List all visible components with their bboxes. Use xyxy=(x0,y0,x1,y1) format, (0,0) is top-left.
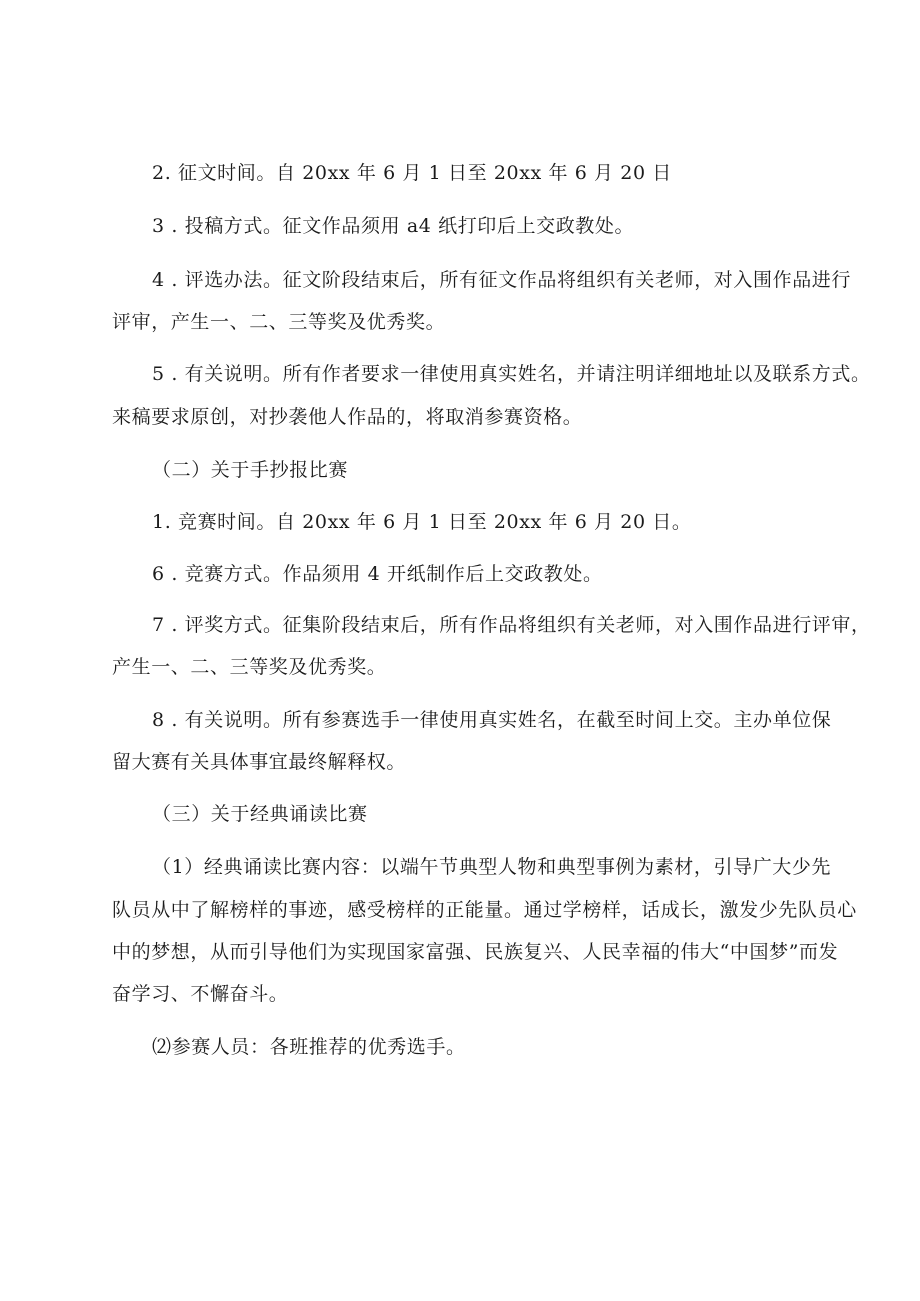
item-8-notes-line-1: 8 . 有关说明。所有参赛选手一律使用真实姓名，在截至时间上交。主办单位保 xyxy=(152,709,832,731)
recital-content-line-1: （1）经典诵读比赛内容：以端午节典型人物和典型事例为素材，引导广大少先 xyxy=(152,856,832,878)
item-7-award-line-2: 产生一、二、三等奖及优秀奖。 xyxy=(112,656,387,678)
item-7-award-line-1: 7 . 评奖方式。征集阶段结束后，所有作品将组织有关老师，对入围作品进行评审， xyxy=(152,614,871,636)
participants: ⑵参赛人员：各班推荐的优秀选手。 xyxy=(152,1036,466,1058)
item-4-selection-line-1: 4 . 评选办法。征文阶段结束后，所有征文作品将组织有关老师，对入围作品进行 xyxy=(152,269,852,291)
recital-content-line-4: 奋学习、不懈奋斗。 xyxy=(112,983,289,1005)
section-3-heading: （三）关于经典诵读比赛 xyxy=(152,803,368,825)
item-6-contest-method: 6 . 竞赛方式。作品须用 4 开纸制作后上交政教处。 xyxy=(152,563,603,585)
item-5-notes-line-2: 来稿要求原创，对抄袭他人作品的，将取消参赛资格。 xyxy=(112,406,583,428)
item-5-notes-line-1: 5 . 有关说明。所有作者要求一律使用真实姓名，并请注明详细地址以及联系方式。 xyxy=(152,363,871,385)
recital-content-line-2: 队员从中了解榜样的事迹，感受榜样的正能量。通过学榜样，话成长，激发少先队员心 xyxy=(112,899,857,921)
item-4-selection-line-2: 评审，产生一、二、三等奖及优秀奖。 xyxy=(112,311,446,333)
item-8-notes-line-2: 留大赛有关具体事宜最终解释权。 xyxy=(112,751,407,773)
section-2-heading: （二）关于手抄报比赛 xyxy=(152,459,349,481)
item-2-essay-time: 2. 征文时间。自 20xx 年 6 月 1 日至 20xx 年 6 月 20 日 xyxy=(152,162,672,184)
item-3-submission-method: 3 . 投稿方式。征文作品须用 a4 纸打印后上交政教处。 xyxy=(152,215,635,237)
recital-content-line-3: 中的梦想，从而引导他们为实现国家富强、民族复兴、人民幸福的伟大“中国梦”而发 xyxy=(112,941,839,963)
contest-time: 1. 竞赛时间。自 20xx 年 6 月 1 日至 20xx 年 6 月 20 日。 xyxy=(152,511,692,533)
